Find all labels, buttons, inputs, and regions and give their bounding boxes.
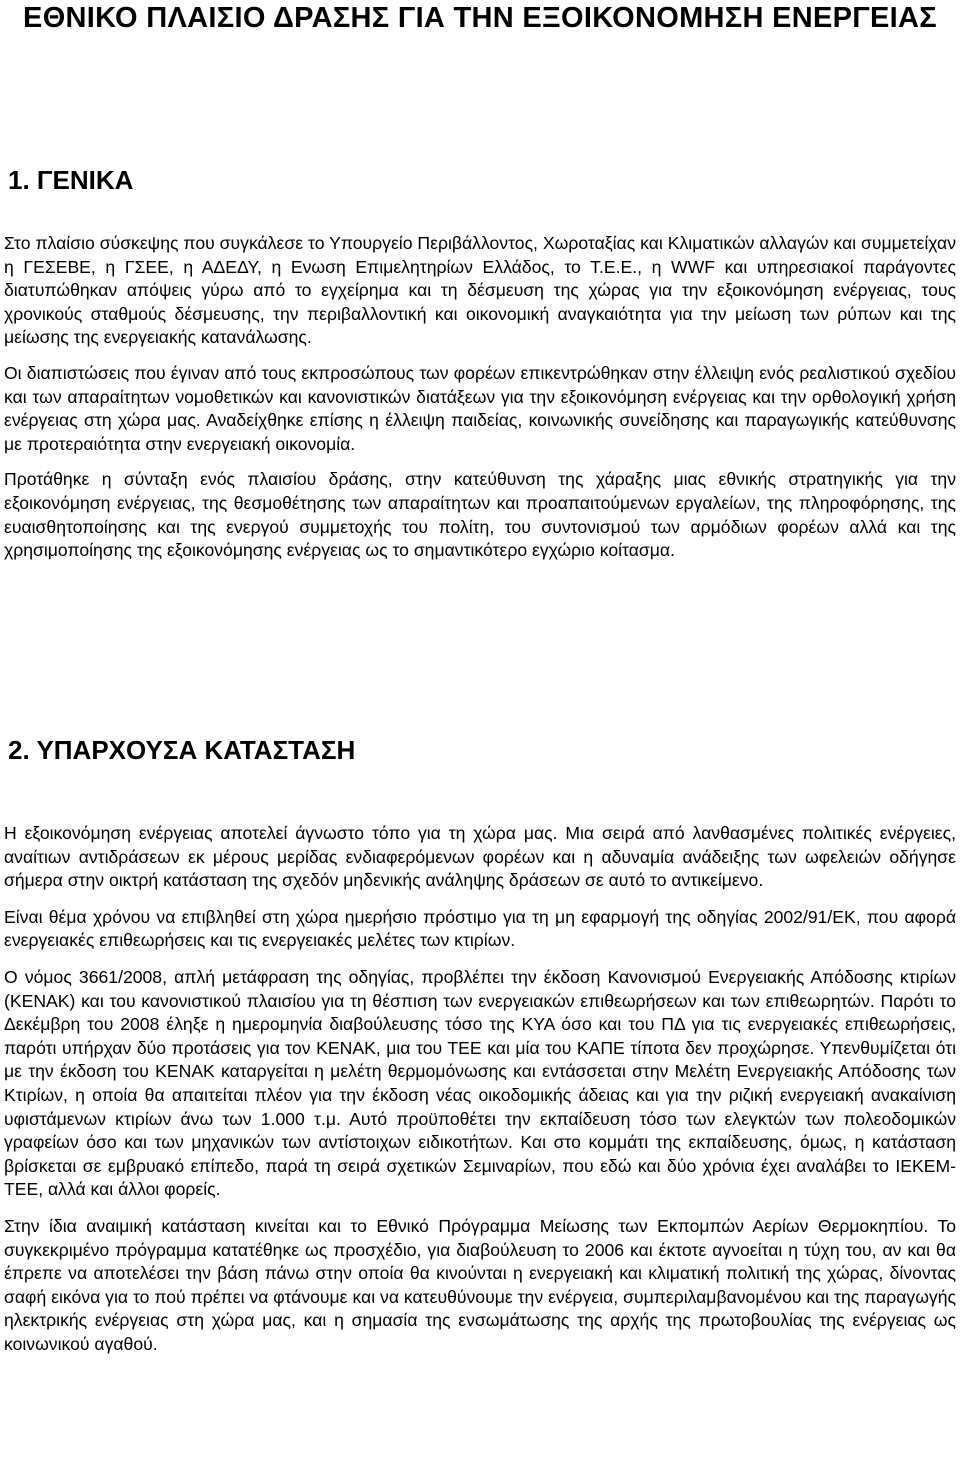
section-body-general (4, 232, 956, 575)
paragraph: Ο νόμος 3661/2008, απλή μετάφραση της οδηγίας, προβλέπει την έκδοση Κανονισμού Ενεργειακής Απόδοσης κτιρίων (ΚΕΝΑΚ) και του κανονιστικού πλαισίου για τη θέσπιση των ενεργειακών επιθεωρήσεων και των επιθεωρητών. Παρότι το Δεκέμβρη του 2008 έληξε η ημερομηνία διαβούλευσης τόσο της ΚΥΑ όσο και του ΠΔ για τις ενεργειακές επιθεωρήσεις, παρότι υπήρχαν δύο προτάσεις για τον ΚΕΝΑΚ, μια του ΤΕΕ και μία του ΚΑΠΕ τίποτα δεν προχώρησε. Υπενθυμίζεται ότι με την έκδοση του ΚΕΝΑΚ καταργείται η μελέτη θερμομόνωσης και εντάσσεται στην Μελέτη Ενεργειακής Απόδοσης των Κτιρίων, η οποία θα απαιτείται πλέον για την έκδοση νέας οικοδομικής άδειας και για την ριζική ενεργειακή ανακαίνιση υφιστάμενων κτιρίων άνω των 1.000 τ.μ. Αυτό προϋποθέτει την εκπαίδευση τόσο των ελεγκτών των πολεοδομικών γραφείων όσο και των μηχανικών των αντίστοιχων ειδικοτήτων. Και στο κομμάτι της εκπαίδευσης, όμως, η κατάσταση βρίσκεται σε εμβρυακό επίπεδο, παρά τη σειρά σχετικών Σεμιναρίων, που εδώ και δύο χρόνια έχει αναλάβει το ΙΕΚΕΜ-ΤΕΕ, αλλά και άλλοι φορείς. (4, 966, 956, 1200)
section-heading-general: 1. ΓΕΝΙΚΑ (8, 165, 134, 195)
paragraph: Στην ίδια αναιμική κατάσταση κινείται και το Εθνικό Πρόγραμμα Μείωσης των Εκπομπών Αερίων Θερμοκηπίου. Το συγκεκριμένο πρόγραμμα κατατέθηκε ως προσχέδιο, για διαβούλευση το 2006 και έκτοτε αγνοείται η τύχη του, αν και θα έπρεπε να αποτελέσει την βάση πάνω στην οποία θα κινούνται η ενεργειακή και κλιματική πολιτική της χώρας, δίνοντας σαφή εικόνα για το πού πρέπει να φτάνουμε και να κατευθύνουμε την ενέργεια, συμπεριλαμβανομένου και της παραγωγής ηλεκτρικής ενέργειας στη χώρα μας, και η σημασία της ενσωμάτωσης της αρχής της πρωτοβουλίας της ενέργειας ως κοινωνικού αγαθού. (4, 1215, 956, 1354)
paragraph: Προτάθηκε η σύνταξη ενός πλαισίου δράσης, στην κατεύθυνση της χάραξης μιας εθνικής στρατηγικής για την εξοικονόμηση ενέργειας, της θεσμοθέτησης των απαραίτητων και προαπαιτούμενων εργαλείων, της πληροφόρησης, της ευαισθητοποίησης και της ενεργού συμμετοχής του πολίτη, του συντονισμού των αρμόδιων φορέων αλλά και της χρησιμοποίησης της εξοικονόμησης ενέργειας ως το σημαντικότερο εγχώριο κοίτασμα. (4, 469, 956, 561)
paragraph: Στο πλαίσιο σύσκεψης που συγκάλεσε το Υπουργείο Περιβάλλοντος, Χωροταξίας και Κλιματικών αλλαγών και συμμετείχαν η ΓΕΣΕΒΕ, η ΓΣΕΕ, η ΑΔΕΔΥ, η Ενωση Επιμελητηρίων Ελλάδος, το Τ.Ε.Ε., η WWF και υπηρεσιακοί παράγοντες διατυπώθηκαν απόψεις γύρω από το εγχείρημα και τη δέσμευση της χώρας για την εξοικονόμηση ενέργειας, τους χρονικούς σταθμούς δέσμευσης, την περιβαλλοντική και οικονομική αναγκαιότητα για την μείωση των ρύπων και της μείωσης της ενεργειακής κατανάλωσης. (4, 233, 956, 348)
section-body-current-state (4, 822, 956, 1369)
paragraph: Η εξοικονόμηση ενέργειας αποτελεί άγνωστο τόπο για τη χώρα μας. Μια σειρά από λανθασμένες πολιτικές ενέργειες, αναίτιων αντιδράσεων εκ μέρους μερίδας ενδιαφερόμενων φορέων και η αδυναμία ανάδειξης των ωφελειών οδήγησε σήμερα στην οικτρή κατάσταση της σχεδόν μηδενικής ανάληψης δράσεων σε αυτό το αντικείμενο. (4, 823, 956, 891)
document-title: ΕΘΝΙΚΟ ΠΛΑΙΣΙΟ ΔΡΑΣΗΣ ΓΙΑ ΤΗΝ ΕΞΟΙΚΟΝΟΜΗΣΗ ΕΝΕΡΓΕΙΑΣ (23, 2, 937, 34)
paragraph: Οι διαπιστώσεις που έγιναν από τους εκπροσώπους των φορέων επικεντρώθηκαν στην έλλειψη ενός ρεαλιστικού σχεδίου και των απαραίτητων νομοθετικών και κανονιστικών διατάξεων για την εξοικονόμηση ενέργειας και την ορθολογική χρήση ενέργειας στη χώρα μας. Αναδείχθηκε επίσης η έλλειψη παιδείας, κοινωνικής συνείδησης και παραγωγικής κατεύθυνσης με προτεραιότητα στην ενεργειακή οικονομία. (4, 362, 956, 454)
paragraph: Είναι θέμα χρόνου να επιβληθεί στη χώρα ημερήσιο πρόστιμο για τη μη εφαρμογή της οδηγίας 2002/91/ΕΚ, που αφορά ενεργειακές επιθεωρήσεις και τις ενεργειακές μελέτες των κτιρίων. (4, 906, 956, 951)
section-heading-current-state: 2. ΥΠΑΡΧΟΥΣΑ ΚΑΤΑΣΤΑΣΗ (8, 735, 356, 765)
